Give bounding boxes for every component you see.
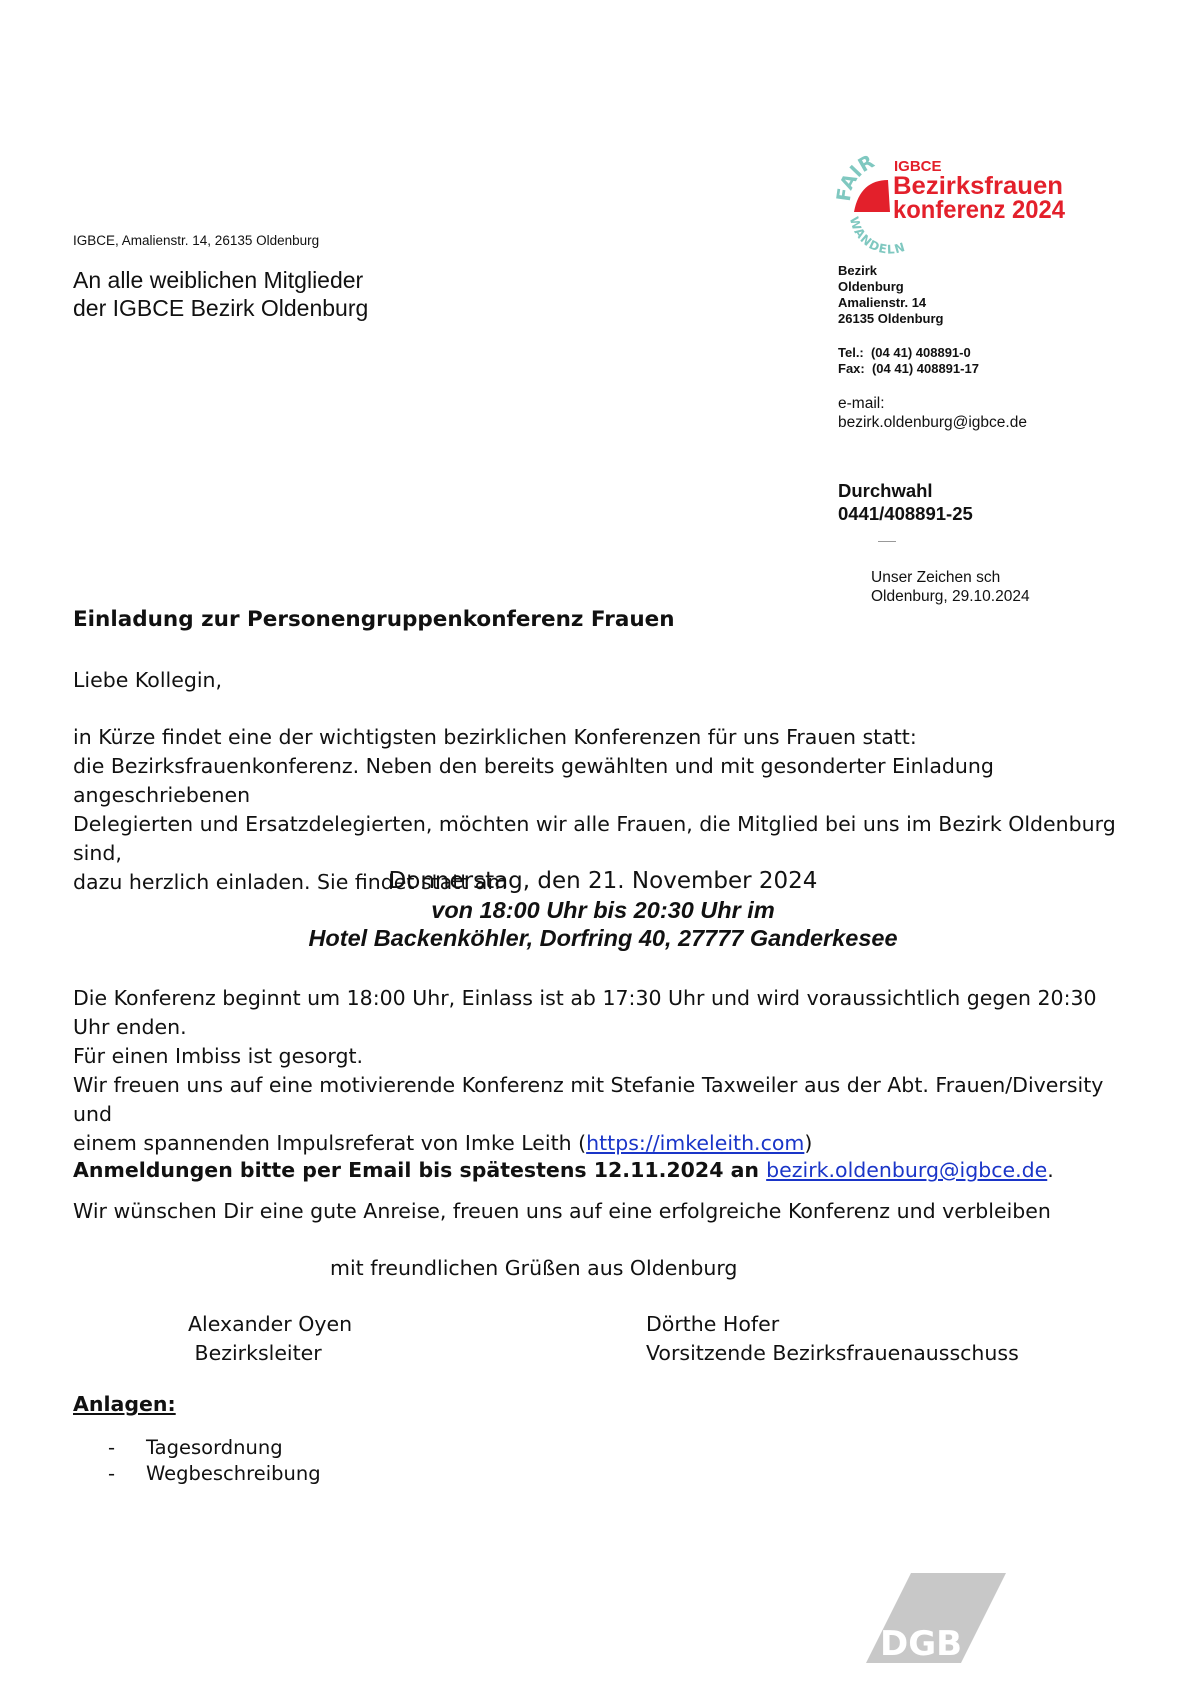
sidebar-address-line: Oldenburg (838, 279, 904, 294)
signer-role: Bezirksleiter (188, 1341, 322, 1365)
event-details (73, 867, 1133, 952)
attachment-label: Tagesordnung (146, 1436, 283, 1459)
registration-text: Anmeldungen bitte per Email bis spätestens 12.11.2024 an (73, 1158, 767, 1182)
signature-right (646, 1310, 1019, 1368)
sidebar-address-line: Amalienstr. 14 (838, 295, 927, 310)
sidebar-email-address[interactable]: bezirk.oldenburg@igbce.de (838, 414, 1027, 431)
paragraph-line: Delegierten und Ersatzdelegierten, möchten wir alle Frauen, die Mitglied bei uns im Bezirk Oldenburg sind, (73, 812, 1116, 865)
registration-email-link[interactable]: bezirk.oldenburg@igbce.de (766, 1158, 1048, 1182)
recipient-line-2: der IGBCE Bezirk Oldenburg (73, 295, 369, 321)
sidebar-address (838, 263, 943, 327)
attachment-label: Wegbeschreibung (146, 1462, 321, 1485)
paragraph-line: Die Konferenz beginnt um 18:00 Uhr, Einlass ist ab 17:30 Uhr und wird voraussichtlich gegen 20:30 Uhr enden. (73, 986, 1097, 1039)
paragraph-line: Für einen Imbiss ist gesorgt. (73, 1044, 364, 1068)
speakers-paragraph (73, 1071, 1133, 1158)
paragraph-line (73, 1129, 1133, 1158)
logo-fair-text: FAIR (832, 150, 879, 203)
attachment-item: - Tagesordnung (108, 1436, 283, 1459)
dgb-logo (866, 1573, 1006, 1663)
divider (878, 541, 896, 542)
paragraph-line: in Kürze findet eine der wichtigsten bezirklichen Konferenzen für uns Frauen statt: (73, 725, 917, 749)
sidebar-address-line: 26135 Oldenburg (838, 311, 944, 326)
signer-name: Dörthe Hofer (646, 1312, 780, 1336)
logo-line-1: Bezirksfrauen (893, 172, 1063, 200)
sidebar-address-line: Bezirk (838, 263, 878, 278)
sender-return-address: IGBCE, Amalienstr. 14, 26135 Oldenburg (73, 233, 320, 248)
speaker-website-link[interactable]: https://imkeleith.com (586, 1131, 805, 1155)
sidebar-tel: Tel.: (04 41) 408891-0 (838, 345, 971, 360)
durchwahl-block (838, 479, 973, 525)
attachments-heading: Anlagen: (73, 1392, 176, 1416)
sidebar-email-label: e-mail: (838, 395, 885, 412)
signature-left (188, 1310, 352, 1368)
dgb-logo-text: DGB (880, 1624, 963, 1663)
paragraph-text: einem spannenden Impulsreferat von Imke Leith ( (73, 1131, 587, 1155)
durchwahl-label: Durchwahl (838, 480, 933, 501)
logo-wandeln-text: WANDELN (846, 215, 908, 257)
sidebar-email (838, 394, 1027, 432)
schedule-paragraph (73, 984, 1133, 1071)
event-date: Donnerstag, den 21. November 2024 (388, 868, 818, 894)
signer-name: Alexander Oyen (188, 1312, 353, 1336)
reference-block (871, 568, 1030, 606)
salutation: Liebe Kollegin, (73, 668, 223, 692)
conference-logo (828, 150, 1068, 265)
logo-igbce: IGBCE (894, 158, 942, 175)
attachment-item: - Wegbeschreibung (108, 1462, 321, 1485)
reference-sign: Unser Zeichen sch (871, 569, 1001, 586)
wishes-paragraph: Wir wünschen Dir eine gute Anreise, freuen uns auf eine erfolgreiche Konferenz und verbleiben (73, 1199, 1051, 1223)
registration-period: . (1047, 1158, 1054, 1182)
registration-paragraph (73, 1156, 1133, 1185)
letter-subject: Einladung zur Personengruppenkonferenz Frauen (73, 607, 675, 632)
closing-phrase: mit freundlichen Grüßen aus Oldenburg (330, 1256, 738, 1280)
recipient-line-1: An alle weiblichen Mitglieder (73, 267, 364, 293)
event-time: von 18:00 Uhr bis 20:30 Uhr im (431, 897, 775, 923)
paragraph-line: Wir freuen uns auf eine motivierende Konferenz mit Stefanie Taxweiler aus der Abt. Frauen/Diversity und (73, 1073, 1104, 1126)
sidebar-fax: Fax: (04 41) 408891-17 (838, 361, 979, 376)
logo-line-2: konferenz 2024 (893, 196, 1066, 224)
paragraph-line: dazu herzlich einladen. Sie findet statt am (73, 870, 508, 894)
letter-date: Oldenburg, 29.10.2024 (871, 588, 1030, 605)
signer-role: Vorsitzende Bezirksfrauenausschuss (646, 1341, 1019, 1365)
sidebar-phone (838, 345, 979, 377)
paragraph-text: ) (804, 1131, 813, 1155)
recipient-block (73, 266, 368, 322)
paragraph-line: die Bezirksfrauenkonferenz. Neben den bereits gewählten und mit gesonderter Einladung angeschriebenen (73, 754, 994, 807)
durchwahl-number: 0441/408891-25 (838, 503, 973, 524)
event-place: Hotel Backenköhler, Dorfring 40, 27777 Ganderkesee (308, 925, 898, 951)
